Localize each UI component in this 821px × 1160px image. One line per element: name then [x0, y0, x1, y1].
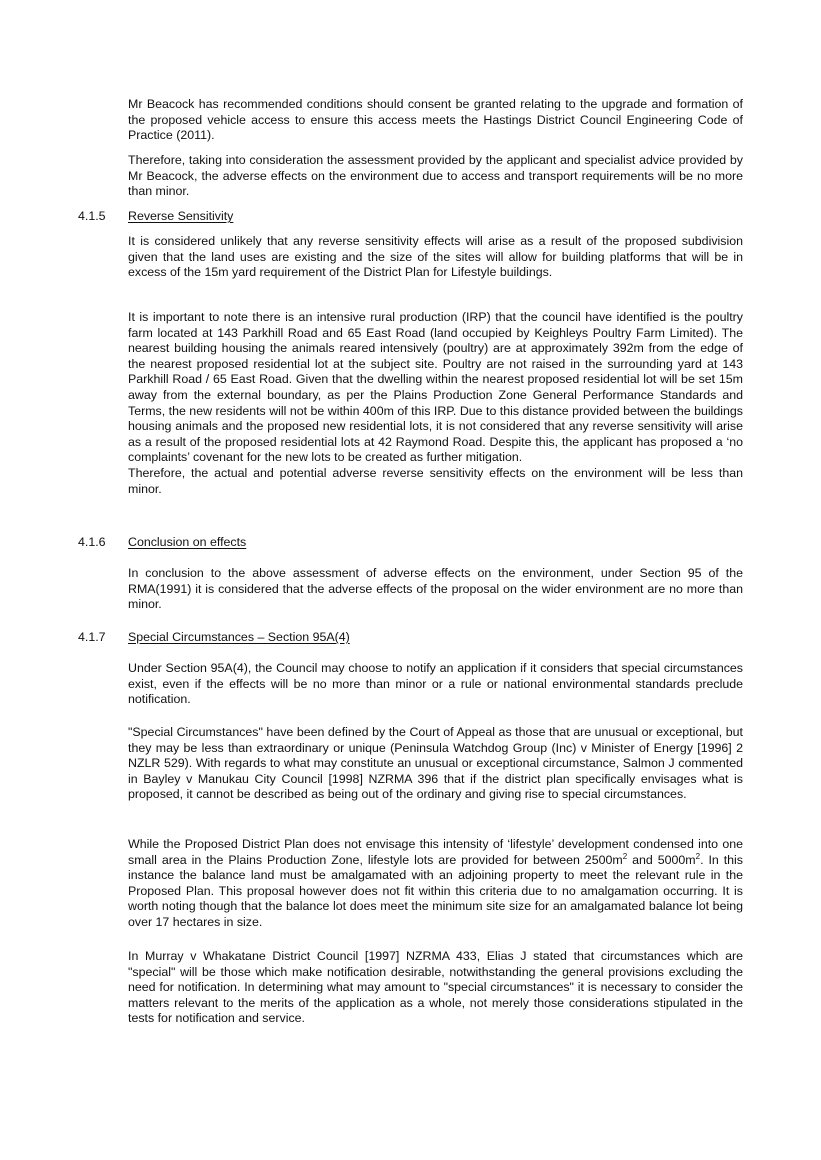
- paragraph-lifestyle-lots: [128, 837, 743, 931]
- superscript: 2: [695, 851, 701, 861]
- paragraph-text: Mr Beacock has recommended conditions should consent be granted relating to the upgrade and formation of the proposed vehicle access to ensure this access meets the Hastings District Council Engineering Code of Practice (2011).: [128, 97, 743, 143]
- paragraph-text: Therefore, taking into consideration the assessment provided by the applicant and specialist advice provided by Mr Beacock, the adverse effects on the environment due to access and transport requirements will be no more than minor.: [128, 153, 743, 199]
- paragraph-access-conclusion: [128, 153, 743, 200]
- paragraph-irp-poultry-farm: [128, 310, 743, 497]
- section-heading-reverse-sensitivity: Reverse Sensitivity: [128, 209, 234, 223]
- section-heading-special-circumstances: Special Circumstances – Section 95A(4): [128, 630, 350, 644]
- section-number-4-1-5: 4.1.5: [78, 209, 106, 223]
- section-number-4-1-7: 4.1.7: [78, 630, 106, 644]
- paragraph-text: "Special Circumstances" have been defined by the Court of Appeal as those that are unusual or exceptional, but they may be less than extraordinary or unique (Peninsula Watchdog Group (Inc) v Minister of Energy [1996] 2 NZLR 529). With regards to what may constitute an unusual or exceptional circumstance, Salmon J commented in Bayley v Manukau City Council [1998] NZRMA 396 that if the district plan specifically envisages what is proposed, it cannot be described as being out of the ordinary and giving rise to special circumstances.: [128, 725, 743, 802]
- text-fragment: While the Proposed District Plan does not envisage this intensity of ‘lifestyle’ development condensed into one small area in the Plains Production Zone, lifestyle lots are provided for between 2500m: [128, 837, 743, 867]
- paragraph-special-circumstances-definition: [128, 725, 743, 803]
- paragraph-text: It is important to note there is an intensive rural production (IRP) that the council have identified is the poultry farm located at 143 Parkhill Road and 65 East Road (land occupied by Keighleys Poultry Farm Limited). The nearest building housing the animals reared intensively (poultry) are at approximately 392m from the edge of the nearest proposed residential lot at the subject site. Poultry are not raised in the surrounding yard at 143 Parkhill Road / 65 East Road. Given that the dwelling within the nearest proposed residential lot will be set 15m away from the external boundary, as per the Plains Production Zone General Performance Standards and Terms, the new residents will not be within 400m of this IRP. Due to this distance provided between the buildings housing animals and the proposed new residential lots, it is not considered that any reverse sensitivity will arise as a result of the proposed residential lots at 42 Raymond Road. Despite this, the applicant has proposed a ‘no complaints’ covenant for the new lots to be created as further mitigation.: [128, 310, 743, 465]
- paragraph-text: In Murray v Whakatane District Council [1997] NZRMA 433, Elias J stated that circumstances which are "special" will be those which make notification desirable, notwithstanding the general provisions excluding the need for notification. In determining what may amount to "special circumstances" it is necessary to consider the matters relevant to the merits of the application as a whole, not merely those considerations stipulated in the tests for notification and service.: [128, 949, 743, 1026]
- section-number-4-1-6: 4.1.6: [78, 535, 106, 549]
- paragraph-conclusion: [128, 566, 743, 613]
- paragraph-text: [128, 837, 743, 931]
- paragraph-access-conditions: [128, 97, 743, 144]
- paragraph-text: Therefore, the actual and potential adverse reverse sensitivity effects on the environment will be less than minor.: [128, 465, 743, 496]
- paragraph-reverse-sensitivity-intro: [128, 234, 743, 281]
- superscript: 2: [622, 851, 628, 861]
- text-fragment: and 5000m: [627, 852, 696, 867]
- paragraph-text: In conclusion to the above assessment of adverse effects on the environment, under Section 95 of the RMA(1991) it is considered that the adverse effects of the proposal on the wider environment are no more than minor.: [128, 566, 743, 612]
- section-heading-conclusion-on-effects: Conclusion on effects: [128, 535, 247, 549]
- paragraph-murray-whakatane: [128, 949, 743, 1027]
- paragraph-text: It is considered unlikely that any reverse sensitivity effects will arise as a result of the proposed subdivision given that the land uses are existing and the size of the sites will allow for building platforms that will be in excess of the 15m yard requirement of the District Plan for Lifestyle buildings.: [128, 234, 743, 280]
- paragraph-section-95a4: [128, 661, 743, 708]
- paragraph-text: Under Section 95A(4), the Council may choose to notify an application if it considers that special circumstances exist, even if the effects will be no more than minor or a rule or national environmental standards preclude notification.: [128, 661, 743, 707]
- text-fragment: . In this instance the balance land must be amalgamated with an adjoining property to meet the relevant rule in the Proposed Plan. This proposal however does not fit within this criteria due to no amalgamation occurring. It is worth noting though that the balance lot does meet the minimum site size for an amalgamated balance lot being over 17 hectares in size.: [128, 852, 743, 929]
